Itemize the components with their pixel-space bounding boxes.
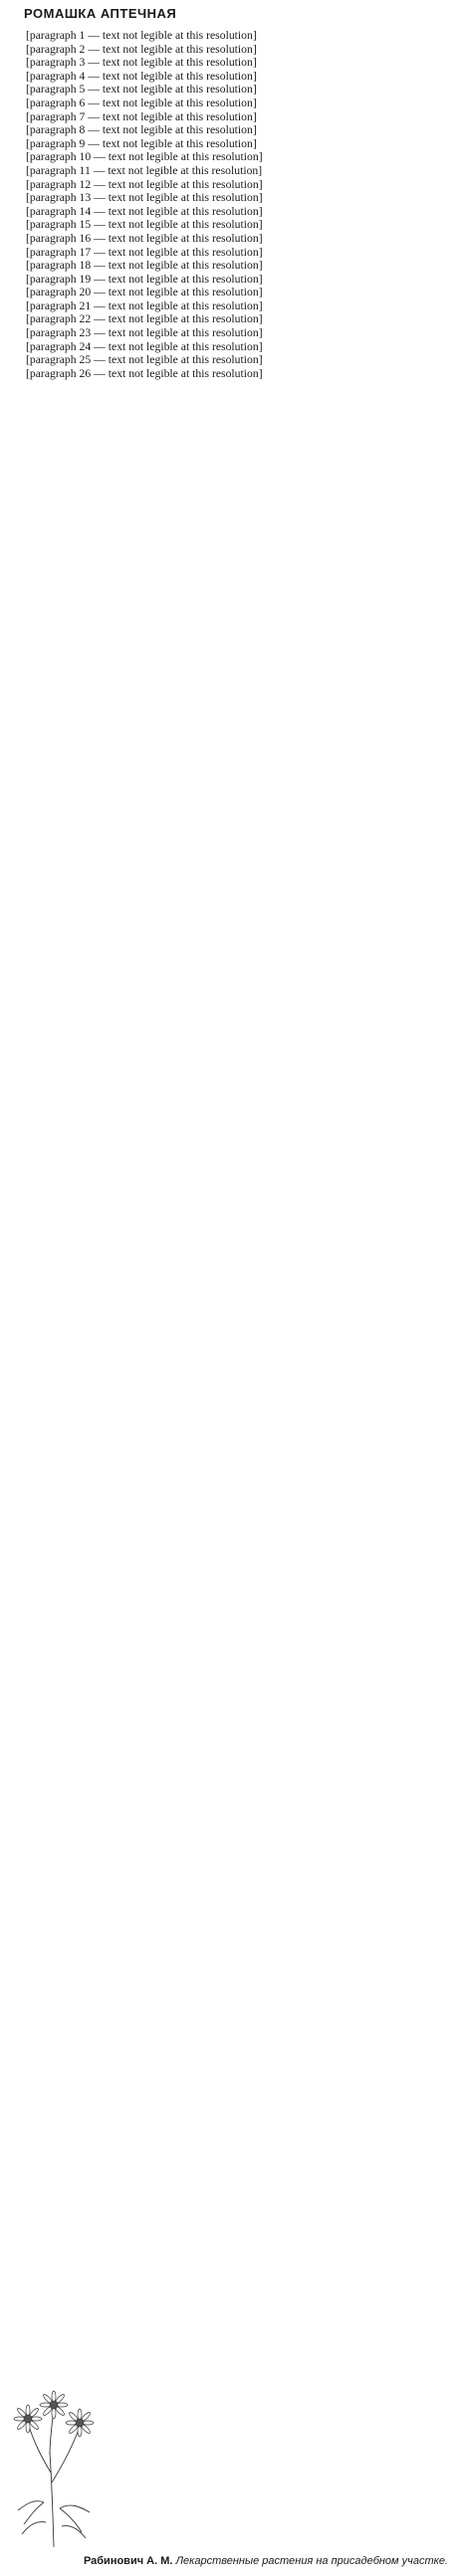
chamomile-plant-illustration-icon xyxy=(6,2383,102,2548)
article-paragraph: [paragraph 24 — text not legible at this resolution] xyxy=(26,339,263,353)
article-paragraph: [paragraph 22 — text not legible at this resolution] xyxy=(26,312,263,326)
article-paragraph: [paragraph 3 — text not legible at this resolution] xyxy=(26,56,257,70)
article-paragraph: [paragraph 10 — text not legible at this resolution] xyxy=(26,150,263,164)
article-paragraph: [paragraph 20 — text not legible at this resolution] xyxy=(26,286,263,299)
article-paragraph: [paragraph 14 — text not legible at this resolution] xyxy=(26,204,263,218)
article-paragraph: [paragraph 17 — text not legible at this resolution] xyxy=(26,245,263,259)
article-paragraph: [paragraph 19 — text not legible at this resolution] xyxy=(26,272,263,286)
source-credit xyxy=(10,2555,448,2567)
article-paragraph: [paragraph 18 — text not legible at this resolution] xyxy=(26,259,263,273)
article-paragraph: [paragraph 16 — text not legible at this resolution] xyxy=(26,231,263,245)
article-title: РОМАШКА АПТЕЧНАЯ xyxy=(24,6,177,21)
article-paragraph: [paragraph 23 — text not legible at this resolution] xyxy=(26,326,263,340)
article-paragraph: [paragraph 11 — text not legible at this resolution] xyxy=(26,163,263,177)
article-paragraph: [paragraph 9 — text not legible at this resolution] xyxy=(26,136,257,150)
article-paragraph: [paragraph 2 — text not legible at this resolution] xyxy=(26,42,257,56)
article-body xyxy=(10,29,448,380)
article-paragraph: [paragraph 5 — text not legible at this resolution] xyxy=(26,83,257,97)
article-paragraph: [paragraph 7 — text not legible at this resolution] xyxy=(26,109,257,123)
credit-author: Рабинович А. М. xyxy=(83,2555,173,2567)
article-paragraph: [paragraph 1 — text not legible at this resolution] xyxy=(26,29,257,42)
article-paragraph: [paragraph 6 — text not legible at this resolution] xyxy=(26,96,257,109)
article-paragraph: [paragraph 4 — text not legible at this resolution] xyxy=(26,69,257,83)
article-paragraph: [paragraph 25 — text not legible at this resolution] xyxy=(26,353,263,367)
article-paragraph: [paragraph 15 — text not legible at this resolution] xyxy=(26,218,263,232)
article-paragraph: [paragraph 13 — text not legible at this resolution] xyxy=(26,191,263,205)
article-paragraph: [paragraph 8 — text not legible at this resolution] xyxy=(26,123,257,137)
credit-source: Лекарственные растения на присадебном участке. xyxy=(175,2555,448,2567)
article-paragraph: [paragraph 21 — text not legible at this resolution] xyxy=(26,298,263,312)
article-paragraph: [paragraph 12 — text not legible at this resolution] xyxy=(26,177,263,191)
article-paragraph: [paragraph 26 — text not legible at this resolution] xyxy=(26,366,263,380)
